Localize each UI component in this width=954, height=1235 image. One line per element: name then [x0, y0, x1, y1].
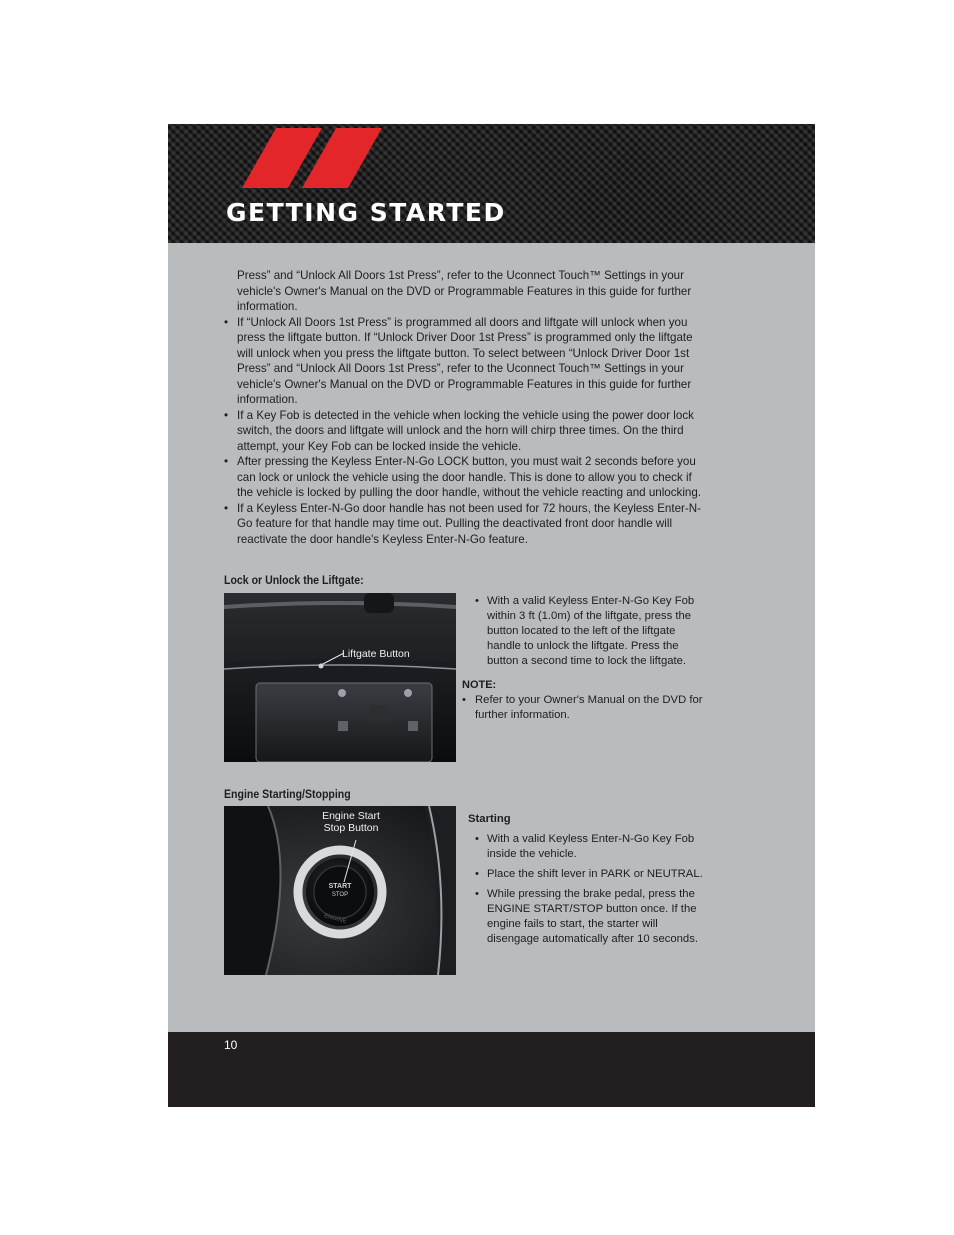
ring-engine-text: ENGINE — [323, 913, 348, 925]
engine-button-callout — [316, 810, 386, 834]
engine-heading: Engine Starting/Stopping — [224, 787, 351, 801]
starting-bullet-list — [462, 832, 706, 947]
engine-start-photo — [224, 806, 456, 975]
starting-subheading: Starting — [468, 813, 511, 825]
engine-instructions — [462, 812, 706, 947]
liftgate-instructions — [462, 594, 706, 723]
page-title: GETTING STARTED — [226, 198, 506, 227]
callout-line-2: Stop Button — [323, 822, 379, 834]
button-start-text: START — [328, 883, 352, 890]
brand-stripes-logo — [242, 128, 392, 190]
list-item: • Refer to your Owner's Manual on the DVD for further information. — [462, 693, 706, 723]
manual-page — [168, 124, 815, 1107]
page-number: 10 — [224, 1038, 238, 1052]
continued-paragraph: Press” and “Unlock All Doors 1st Press”, refer to the Uconnect Touch™ Settings in your vehicle's Owner's Manual on the DVD or Programmable Features in this guide for further information. — [237, 269, 692, 313]
button-stop-text: STOP — [331, 892, 349, 898]
list-item: • If a Keyless Enter-N-Go door handle has not been used for 72 hours, the Keyless Enter-N-Go feature for that handle may time out. Pulling the deactivated front door handle will reactivate the door handle's Keyless Enter-N-Go feature. — [224, 501, 704, 548]
note-label: NOTE: — [462, 679, 497, 691]
callout-line-1: Engine Start — [322, 810, 380, 822]
intro-bullet-list — [224, 315, 704, 548]
list-item: • With a valid Keyless Enter-N-Go Key Fob within 3 ft (1.0m) of the liftgate, press the button located to the left of the liftgate handle to unlock the liftgate. Press the button a second time to lock the liftgate. — [462, 594, 706, 669]
list-item: • After pressing the Keyless Enter-N-Go LOCK button, you must wait 2 seconds before you can lock or unlock the vehicle using the door handle. This is done to allow you to check if the vehicle is locked by pulling the door handle, without the vehicle reacting and unlocking. — [224, 454, 704, 501]
list-item: • Place the shift lever in PARK or NEUTRAL. — [462, 867, 706, 882]
liftgate-bullet-list — [462, 594, 706, 669]
list-item: • If a Key Fob is detected in the vehicle when locking the vehicle using the power door lock switch, the doors and liftgate will unlock and the horn will chirp three times. On the third attempt, your Key Fob can be locked inside the vehicle. — [224, 408, 704, 455]
note-bullet-list — [462, 693, 706, 723]
list-item: • With a valid Keyless Enter-N-Go Key Fob inside the vehicle. — [462, 832, 706, 862]
liftgate-button-callout: Liftgate Button — [342, 648, 410, 660]
liftgate-heading: Lock or Unlock the Liftgate: — [224, 573, 364, 587]
intro-text — [224, 268, 704, 547]
page-header — [168, 124, 815, 243]
list-item: • If “Unlock All Doors 1st Press” is programmed all doors and liftgate will unlock when you press the liftgate button. If “Unlock Driver Door 1st Press” is programmed only the liftgate will unlock when you press the liftgate button. To select between “Unlock Driver Door 1st Press” and “Unlock All Doors 1st Press”, refer to the Uconnect Touch™ Settings in your vehicle's Owner's Manual on the DVD or Programmable Features in this guide for further information. — [224, 315, 704, 408]
page-footer — [168, 1032, 815, 1107]
list-item: • While pressing the brake pedal, press the ENGINE START/STOP button once. If the engine fails to start, the starter will disengage automatically after 10 seconds. — [462, 887, 706, 947]
liftgate-photo — [224, 593, 456, 762]
